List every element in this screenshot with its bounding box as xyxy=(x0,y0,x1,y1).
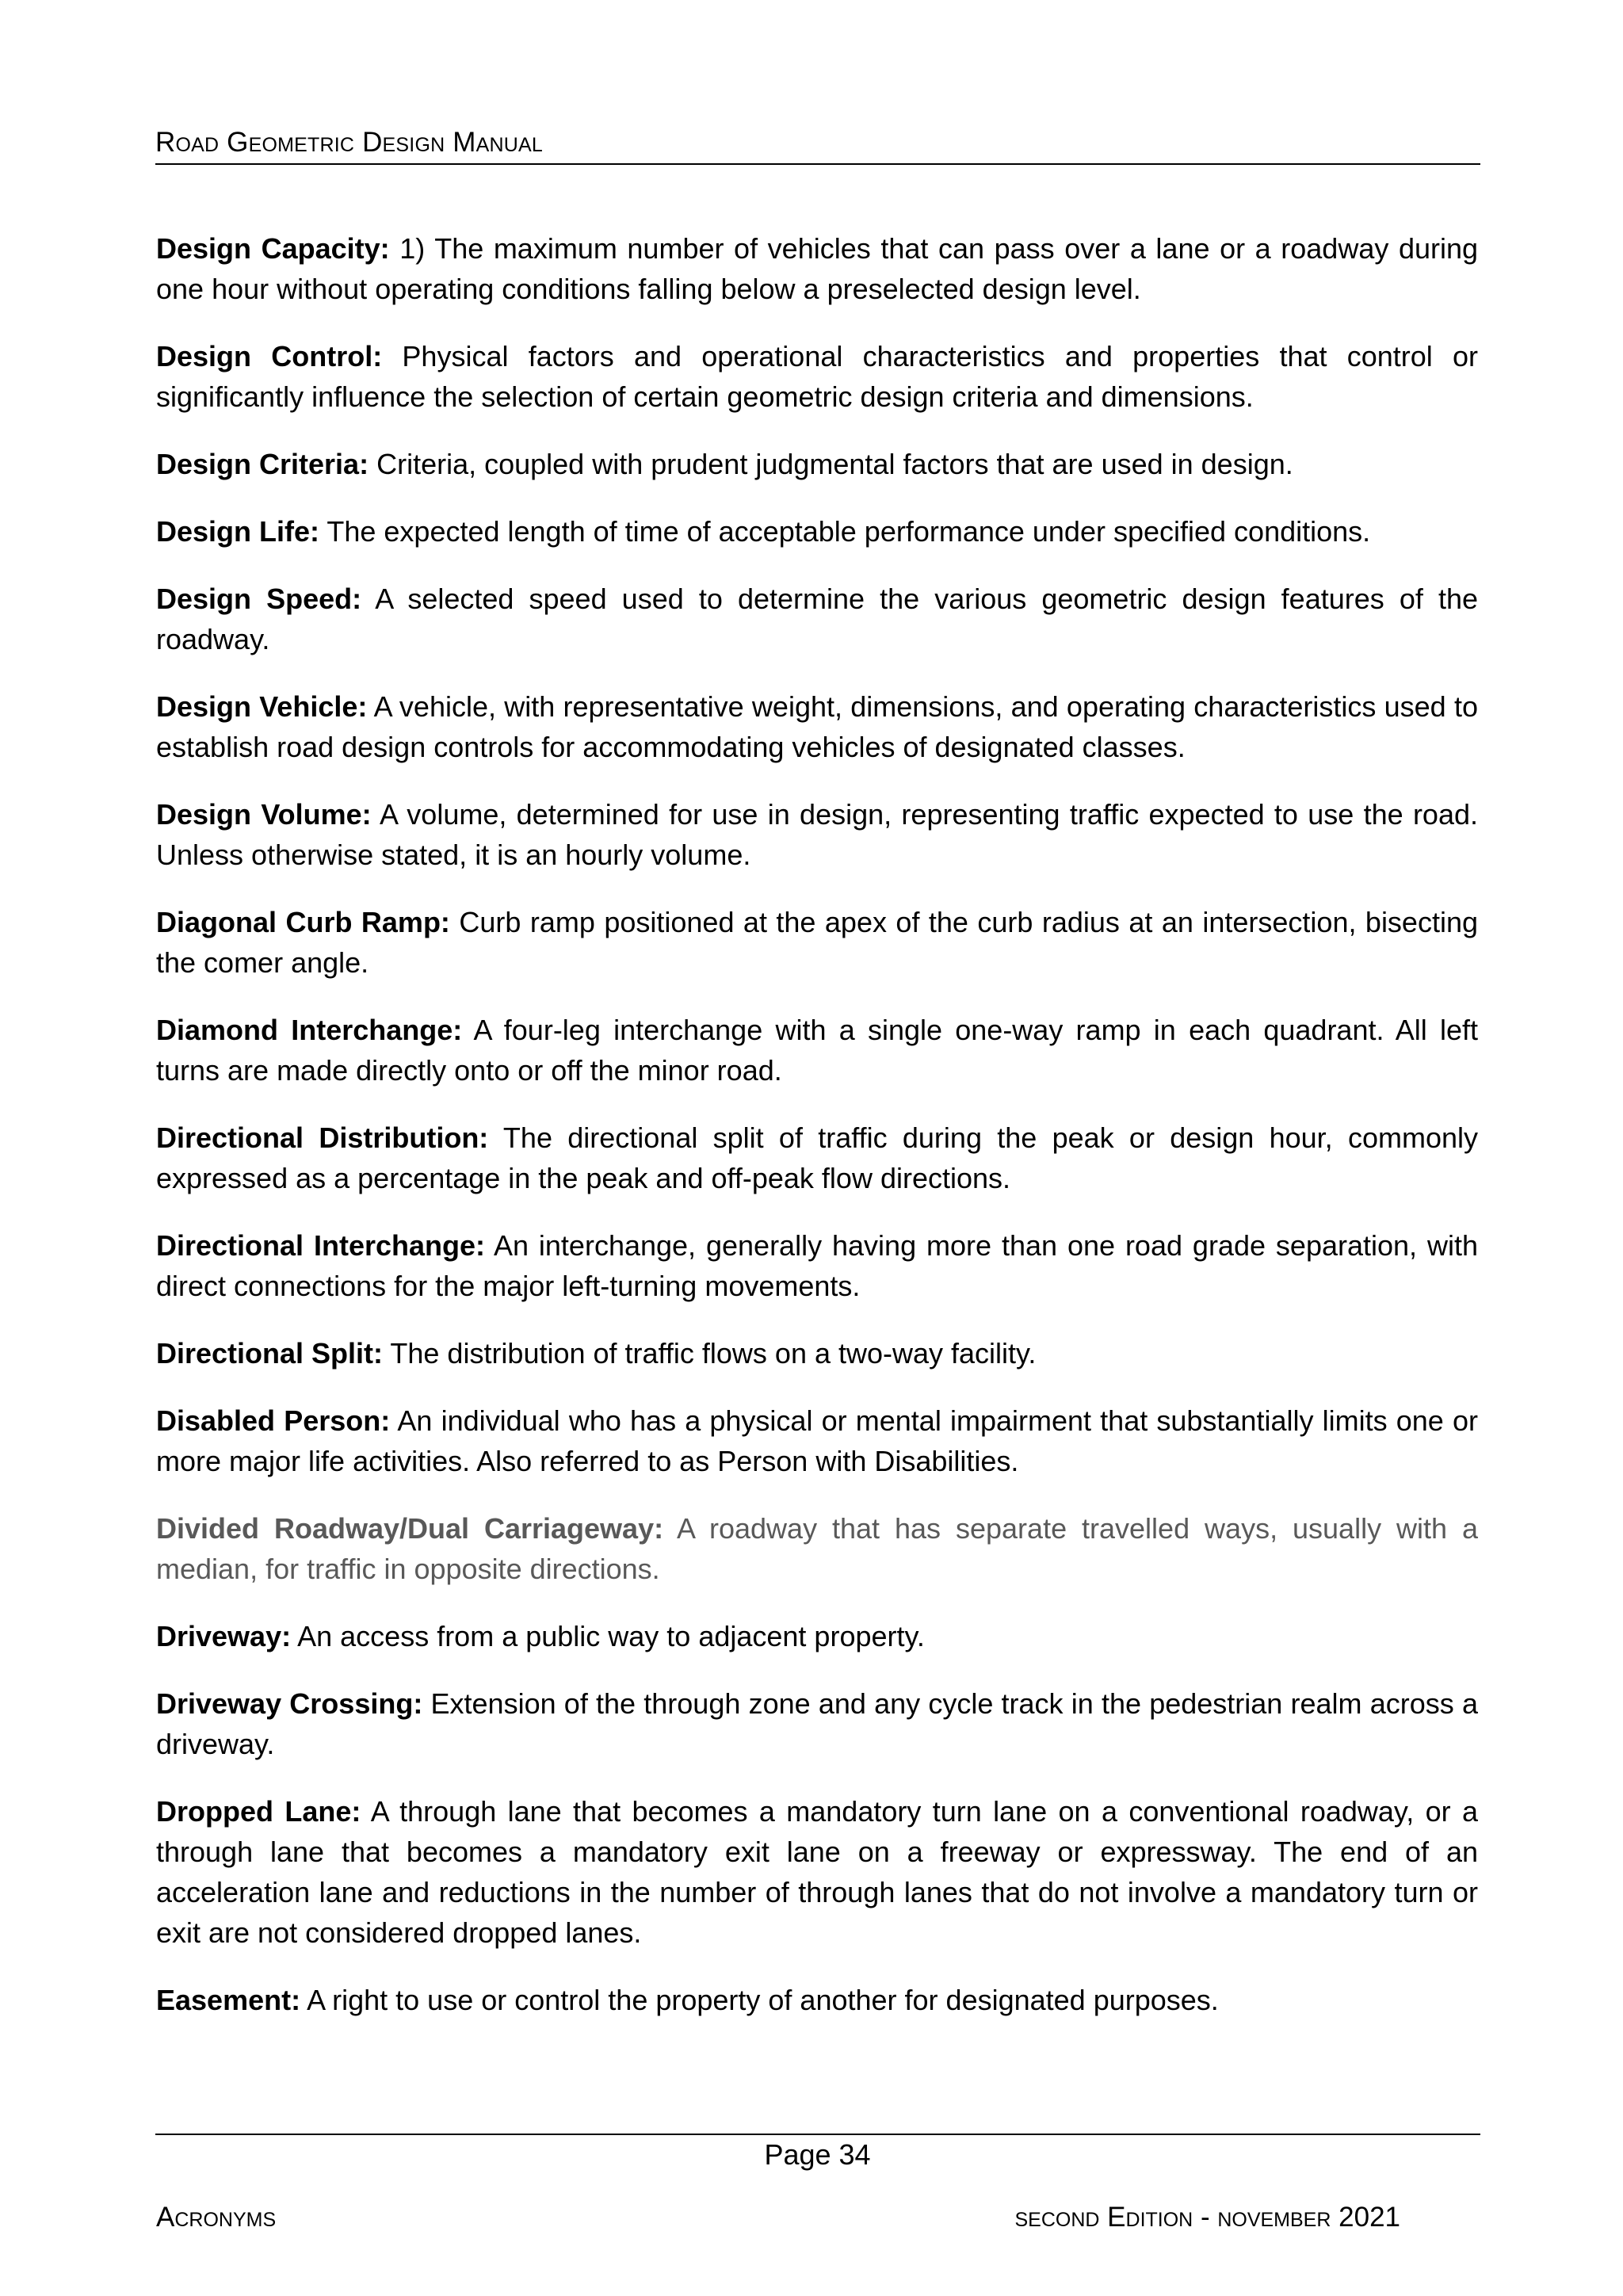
glossary-entry xyxy=(156,1333,1478,1373)
glossary-term: Diamond Interchange: xyxy=(156,1014,463,1046)
glossary-entry xyxy=(156,1010,1478,1091)
glossary-term: Directional Interchange: xyxy=(156,1229,486,1262)
glossary-term: Directional Distribution: xyxy=(156,1121,489,1154)
glossary-definition: A four-leg interchange with a single one-way ramp in each quadrant. All left turns are made directly onto or off the minor road. xyxy=(156,1014,1478,1087)
glossary-term: Design Capacity: xyxy=(156,232,390,265)
glossary-list xyxy=(156,228,1478,2047)
glossary-definition: A roadway that has separate travelled ways, usually with a median, for traffic in opposite directions. xyxy=(156,1512,1478,1585)
glossary-entry xyxy=(156,228,1478,309)
glossary-term: Divided Roadway/Dual Carriageway: xyxy=(156,1512,664,1545)
glossary-definition: The directional split of traffic during the peak or design hour, commonly expressed as a percentage in the peak and off-peak flow directions. xyxy=(156,1121,1478,1194)
glossary-entry xyxy=(156,1400,1478,1481)
glossary-definition: The expected length of time of acceptable performance under specified conditions. xyxy=(319,515,1371,548)
running-header xyxy=(155,127,1480,165)
document-title: Road Geometric Design Manual xyxy=(155,127,543,158)
glossary-entry xyxy=(156,902,1478,983)
glossary-definition: An interchange, generally having more than one road grade separation, with direct connections for the major left-turning movements. xyxy=(156,1229,1478,1302)
glossary-term: Easement: xyxy=(156,1984,301,2016)
glossary-definition: A volume, determined for use in design, representing traffic expected to use the road. Unless otherwise stated, it is an hourly volume. xyxy=(156,798,1478,871)
glossary-term: Design Life: xyxy=(156,515,320,548)
glossary-definition: An individual who has a physical or mental impairment that substantially limits one or more major life activities. Also referred to as Person with Disabilities. xyxy=(156,1404,1478,1477)
glossary-entry xyxy=(156,579,1478,659)
glossary-entry xyxy=(156,444,1478,484)
glossary-entry xyxy=(156,1980,1478,2020)
glossary-entry xyxy=(156,336,1478,417)
glossary-term: Design Speed: xyxy=(156,583,362,615)
glossary-definition: A through lane that becomes a mandatory turn lane on a conventional roadway, or a through lane that becomes a mandatory exit lane on a freeway or expressway. The end of an acceleration lane and reductions in the number of through lanes that do not involve a mandatory turn or exit are not considered dropped lanes. xyxy=(156,1795,1478,1949)
glossary-entry xyxy=(156,1616,1478,1656)
glossary-entry xyxy=(156,1791,1478,1953)
glossary-definition: 1) The maximum number of vehicles that can pass over a lane or a roadway during one hour without operating conditions falling below a preselected design level. xyxy=(156,232,1479,305)
glossary-term: Design Vehicle: xyxy=(156,690,368,723)
glossary-term: Driveway: xyxy=(156,1620,292,1652)
footer-edition-label: second Edition - november 2021 xyxy=(1014,2202,1400,2233)
footer-section-label: Acronyms xyxy=(156,2202,277,2233)
glossary-term: Directional Split: xyxy=(156,1337,384,1370)
glossary-term: Design Volume: xyxy=(156,798,372,831)
glossary-definition: Physical factors and operational characteristics and properties that control or significantly influence the selection of certain geometric design criteria and dimensions. xyxy=(156,340,1478,413)
glossary-term: Design Control: xyxy=(156,340,383,372)
page-number: Page 34 xyxy=(764,2138,871,2171)
glossary-entry xyxy=(156,1683,1478,1764)
glossary-definition: A vehicle, with representative weight, dimensions, and operating characteristics used to establish road design controls for accommodating vehicles of designated classes. xyxy=(156,690,1478,763)
glossary-definition: An access from a public way to adjacent property. xyxy=(291,1620,925,1652)
glossary-term: Disabled Person: xyxy=(156,1404,391,1437)
glossary-definition: The distribution of traffic flows on a two-way facility. xyxy=(383,1337,1037,1370)
glossary-definition: Curb ramp positioned at the apex of the curb radius at an intersection, bisecting the comer angle. xyxy=(156,906,1478,979)
glossary-entry xyxy=(156,1225,1478,1306)
glossary-term: Dropped Lane: xyxy=(156,1795,361,1828)
glossary-entry xyxy=(156,1117,1478,1198)
glossary-definition: Criteria, coupled with prudent judgmental factors that are used in design. xyxy=(369,448,1293,480)
glossary-definition: Extension of the through zone and any cycle track in the pedestrian realm across a driveway. xyxy=(156,1687,1478,1760)
glossary-definition: A selected speed used to determine the various geometric design features of the roadway. xyxy=(156,583,1478,655)
glossary-definition: A right to use or control the property of another for designated purposes. xyxy=(300,1984,1219,2016)
glossary-term: Driveway Crossing: xyxy=(156,1687,423,1720)
glossary-entry xyxy=(156,1508,1478,1589)
glossary-entry xyxy=(156,794,1478,875)
glossary-entry xyxy=(156,511,1478,552)
glossary-entry xyxy=(156,686,1478,767)
glossary-term: Diagonal Curb Ramp: xyxy=(156,906,450,938)
glossary-term: Design Criteria: xyxy=(156,448,369,480)
